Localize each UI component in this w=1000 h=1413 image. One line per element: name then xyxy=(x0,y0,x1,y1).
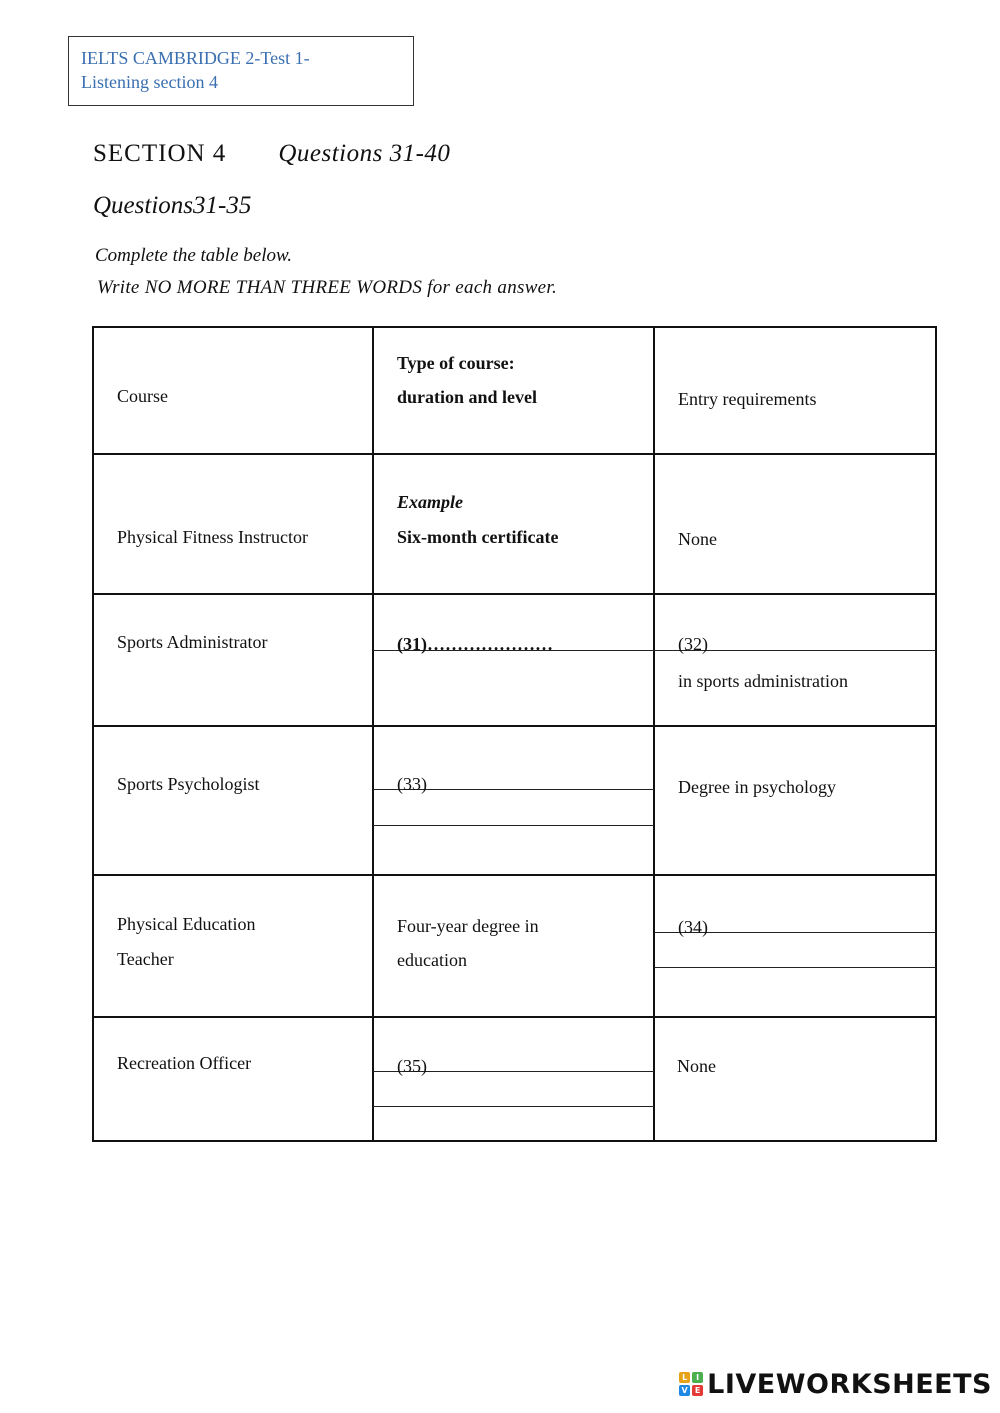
questions-subheading: Questions31-35 xyxy=(93,192,252,219)
table-border-right xyxy=(935,326,937,1142)
question-35[interactable]: (35) xyxy=(397,1056,427,1076)
header-line-2: Listening section 4 xyxy=(81,72,218,92)
instruction-complete-table: Complete the table below. xyxy=(95,245,292,266)
question-34[interactable]: (34) xyxy=(678,917,708,937)
question-32[interactable]: (32) xyxy=(678,634,708,654)
answer-line-33b xyxy=(373,825,654,826)
liveworksheets-brand: LIVEWORKSHEETS xyxy=(707,1368,992,1400)
section-title: SECTION 4 xyxy=(93,140,227,167)
section-heading xyxy=(93,140,450,168)
row4-course-line-1: Physical Education xyxy=(117,914,256,934)
table-row-divider xyxy=(92,874,937,876)
row1-entry: None xyxy=(678,529,717,549)
row5-course: Recreation Officer xyxy=(117,1053,252,1073)
header-entry: Entry requirements xyxy=(678,389,817,409)
table-row-divider xyxy=(92,1016,937,1018)
table-row-divider xyxy=(92,593,937,595)
header-type-line-2: duration and level xyxy=(397,387,538,407)
row3-course: Sports Psychologist xyxy=(117,774,260,794)
question-31[interactable]: (31)………………… xyxy=(397,634,553,654)
table-row-divider xyxy=(92,453,937,455)
logo-mark-letter: V xyxy=(679,1385,690,1396)
instruction-word-limit: Write NO MORE THAN THREE WORDS for each answer. xyxy=(97,277,558,298)
header-course: Course xyxy=(117,386,168,406)
liveworksheets-mark-icon xyxy=(679,1372,703,1396)
row1-course: Physical Fitness Instructor xyxy=(117,527,308,547)
row1-example-label: Example xyxy=(397,492,463,512)
liveworksheets-logo xyxy=(679,1369,992,1399)
section-questions: Questions 31-40 xyxy=(278,140,451,167)
header-title xyxy=(81,46,401,94)
answer-line-34b xyxy=(654,967,936,968)
question-33[interactable]: (33) xyxy=(397,774,427,794)
table-border-left xyxy=(92,326,94,1142)
row1-type: Six-month certificate xyxy=(397,527,559,547)
table-border-bottom xyxy=(92,1140,937,1142)
logo-mark-letter: L xyxy=(679,1372,690,1383)
table-column-divider xyxy=(653,326,655,1142)
row2-course: Sports Administrator xyxy=(117,632,268,652)
table-column-divider xyxy=(372,326,374,1142)
header-type-line-1: Type of course: xyxy=(397,353,515,373)
row4-type-line-2: education xyxy=(397,950,467,970)
row4-type-line-1: Four-year degree in xyxy=(397,916,539,936)
table-row-divider xyxy=(92,725,937,727)
logo-mark-letter: I xyxy=(692,1372,703,1383)
logo-mark-letter: E xyxy=(692,1385,703,1396)
row3-entry: Degree in psychology xyxy=(678,777,836,797)
row4-course-line-2: Teacher xyxy=(117,949,174,969)
row5-entry: None xyxy=(677,1056,716,1076)
header-line-1: IELTS CAMBRIDGE 2-Test 1- xyxy=(81,48,310,68)
table-border-top xyxy=(92,326,937,328)
answer-line-35b xyxy=(373,1106,654,1107)
row2-entry-suffix: in sports administration xyxy=(678,671,848,691)
